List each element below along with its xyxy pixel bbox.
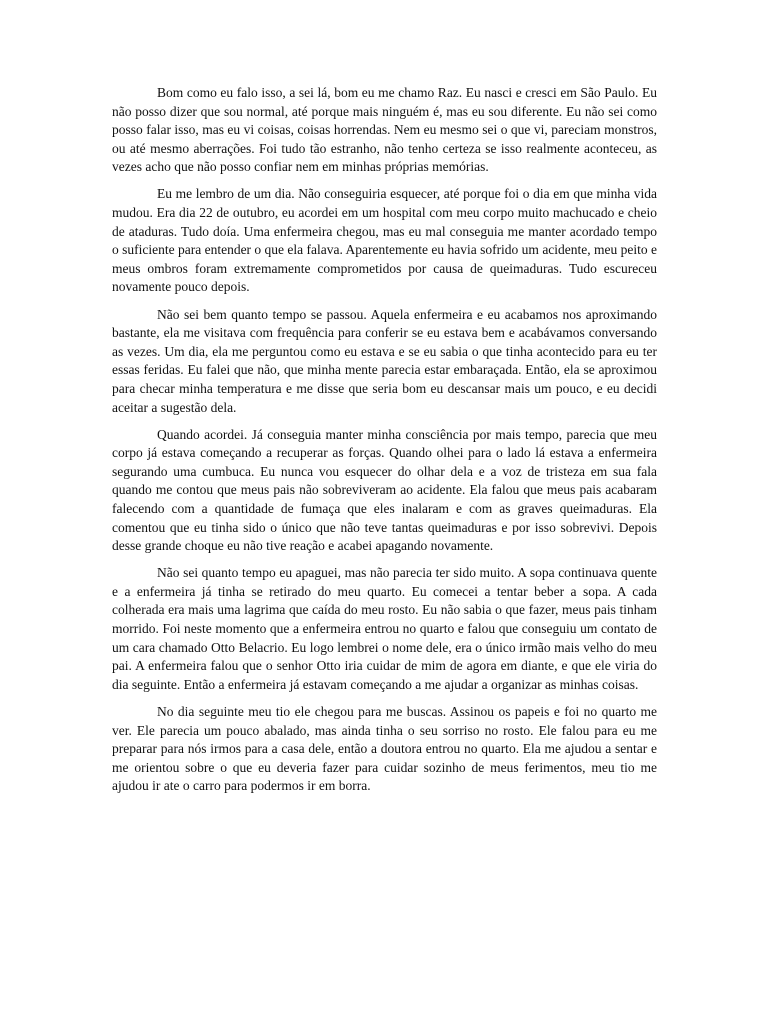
paragraph-2: Eu me lembro de um dia. Não conseguiria esquecer, até porque foi o dia em que minha vida mudou. Era dia 22 de outubro, eu acordei em um hospital com meu corpo muito machucado e cheio de ataduras. Tudo doía. Uma enfermeira chegou, mas eu mal conseguia me manter acordado tempo o suficiente para entender o que ela falava. Aparentemente eu havia sofrido um acidente, meu peito e meus ombros foram extremamente comprometidos por causa de queimaduras. Tudo escureceu novamente pouco depois. — [112, 186, 658, 295]
paragraph-1: Bom como eu falo isso, a sei lá, bom eu me chamo Raz. Eu nasci e cresci em São Paulo. Eu não posso dizer que sou normal, até porque mais ninguém é, mas eu sou diferente. Eu não sei como posso falar isso, mas eu vi coisas, coisas horrendas. Nem eu mesmo sei o que vi, pareciam monstros, ou até mesmo aberrações. Foi tudo tão estranho, não tenho certeza se isso realmente aconteceu, as vezes acho que não posso confiar nem em minhas próprias memórias. — [112, 85, 657, 175]
paragraph-4: Quando acordei. Já conseguia manter minha consciência por mais tempo, parecia que meu corpo já estava começando a recuperar as forças. Quando olhei para o lado lá estava a enfermeira segurando uma cumbuca. Eu nunca vou esquecer do olhar dela e a voz de tristeza em sua fala quando me contou que meus pais não sobreviveram ao acidente. Ela falou que meus pais acabaram falecendo com a quantidade de fumaça que eles inalaram e com as graves queimaduras. Ela comentou que eu tinha sido o único que não teve tantas queimaduras e por isso sobrevivi. Depois desse grande choque eu não tive reação e acabei apagando novamente. — [112, 426, 657, 554]
paragraph-6: No dia seguinte meu tio ele chegou para me buscas. Assinou os papeis e foi no quarto me ver. Ele parecia um pouco abalado, mas ainda tinha o seu sorriso no rosto. Ele falou para eu me preparar para nós irmos para a casa dele, então a doutora entrou no quarto. Ela me ajudou a sentar e me orientou sobre o que eu deveria fazer para cuidar sozinho de meus ferimentos, meu tio me ajudou ir ate o carro para podermos ir em borra. — [112, 703, 657, 794]
paragraph-5: Não sei quanto tempo eu apaguei, mas não parecia ter sido muito. A sopa continuava quente e a enfermeira já tinha se retirado do meu quarto. Eu comecei a tentar beber a sopa. A cada colherada era mais uma lagrima que caída do meu rosto. Eu não sabia o que fazer, meus pais tinham morrido. Foi neste momento que a enfermeira entrou no quarto e falou que conseguiu um contato de um cara chamado Otto Belacrio. Eu logo lembrei o nome dele, era o único irmão mais velho do meu pai. A enfermeira falou que o senhor Otto iria cuidar de mim de agora em diante, e que ele viria do dia seguinte. Então a enfermeira já estavam começando a me ajudar a organizar as minhas coisas. — [112, 565, 657, 692]
document-body — [112, 84, 657, 804]
paragraph-3: Não sei bem quanto tempo se passou. Aquela enfermeira e eu acabamos nos aproximando bastante, ela me visitava com frequência para conferir se eu estava bem e acabávamos conversando as vezes. Um dia, ela me perguntou como eu estava e se eu sabia o que tinha acontecido para eu ter essas feridas. Eu falei que não, que minha mente parecia estar embaraçada. Então, ela se aproximou para checar minha temperatura e me disse que seria bom eu descansar mais um pouco, e eu decidi aceitar a sugestão dela. — [112, 306, 657, 415]
